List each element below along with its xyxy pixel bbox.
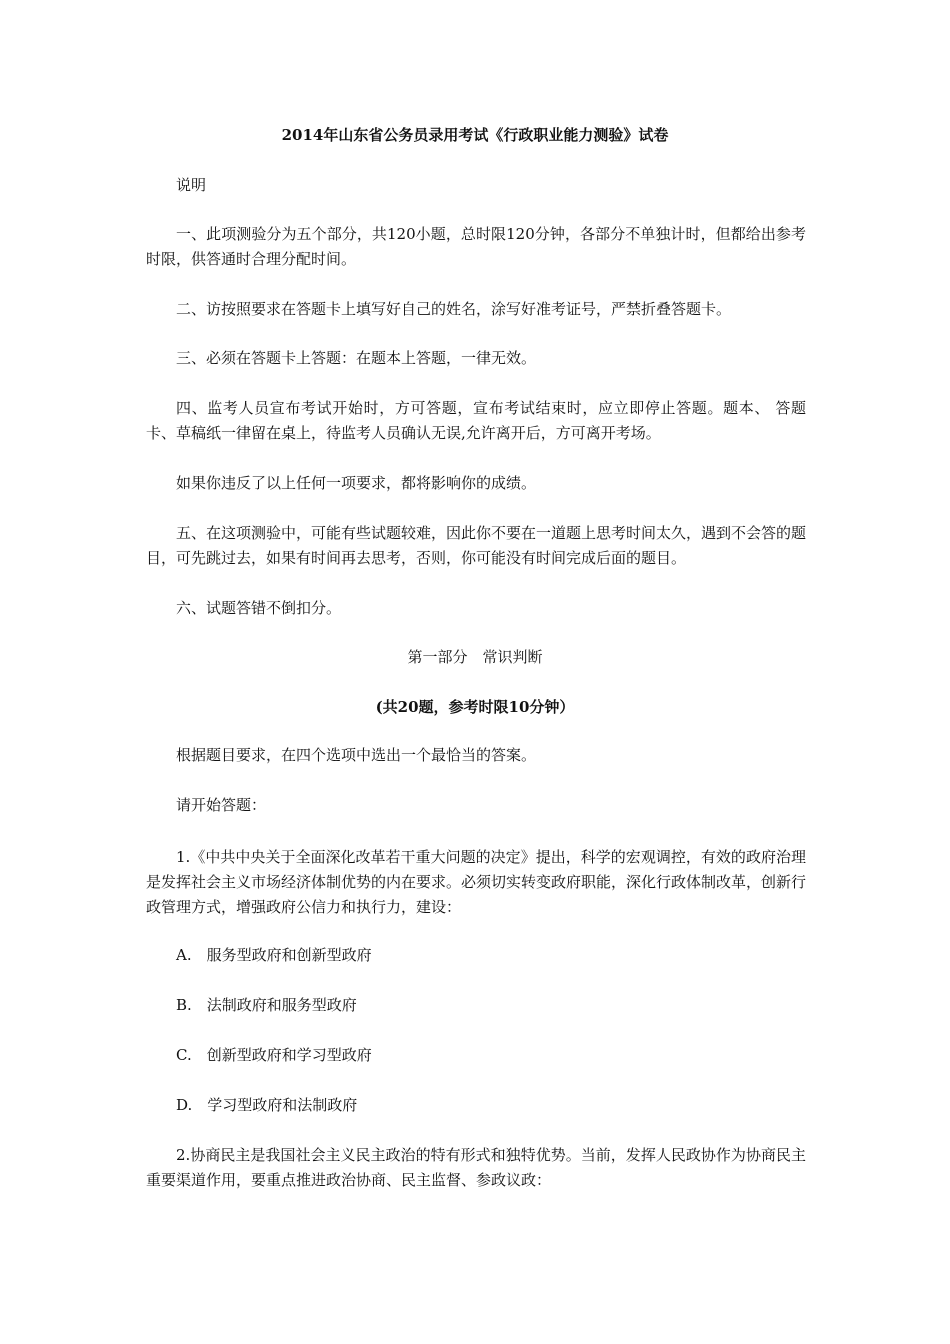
instruction-item-1: 一、此项测验分为五个部分，共120小题，总时限120分钟，各部分不单独计时，但都给出参考时限，供答通时合理分配时间。 [146,225,806,268]
section-heading: 第一部分 常识判断 [407,648,543,666]
instruction-item-6: 六、试题答错不倒扣分。 [176,599,342,617]
section-direction: 根据题目要求，在四个选项中选出一个最恰当的答案。 [176,746,537,764]
instruction-item-2: 二、访按照要求在答题卡上填写好自己的姓名，涂写好准考证号，严禁折叠答题卡。 [176,300,732,318]
question-1-option-c: C. 创新型政府和学习型政府 [176,1046,372,1064]
start-prompt: 请开始答题： [176,796,267,814]
section-subheading: (共20题，参考时限10分钟） [375,698,575,716]
question-1-option-b: B. 法制政府和服务型政府 [176,996,357,1014]
question-1-option-a: A. 服务型政府和创新型政府 [176,946,372,964]
page-title: 2014年山东省公务员录用考试《行政职业能力测验》试卷 [281,126,669,144]
instruction-note: 如果你违反了以上任何一项要求，都将影响你的成绩。 [176,474,537,492]
instructions-heading: 说明 [176,176,207,194]
question-1-option-d: D. 学习型政府和法制政府 [176,1096,358,1114]
instruction-item-3: 三、必须在答题卡上答题：在题本上答题，一律无效。 [176,349,537,367]
question-2-stem: 2.协商民主是我国社会主义民主政治的特有形式和独特优势。当前，发挥人民政协作为协商民主重要渠道作用，要重点推进政治协商、民主监督、参政议政： [146,1146,806,1189]
question-1-stem: 1.《中共中央关于全面深化改革若干重大问题的决定》提出，科学的宏观调控，有效的政府治理是发挥社会主义市场经济体制优势的内在要求。必须切实转变政府职能，深化行政体制改革，创新行政管理方式，增强政府公信力和执行力，建设： [146,848,807,916]
instruction-item-5: 五、在这项测验中，可能有些试题较难，因此你不要在一道题上思考时间太久，遇到不会答的题目，可先跳过去，如果有时间再去思考，否则，你可能没有时间完成后面的题目。 [146,524,807,567]
instruction-item-4: 四、监考人员宣布考试开始时，方可答题，宣布考试结束时，应立即停止答题。题本、 答题卡、草稿纸一律留在桌上，待监考人员确认无误,允许离开后，方可离开考场。 [146,399,806,442]
